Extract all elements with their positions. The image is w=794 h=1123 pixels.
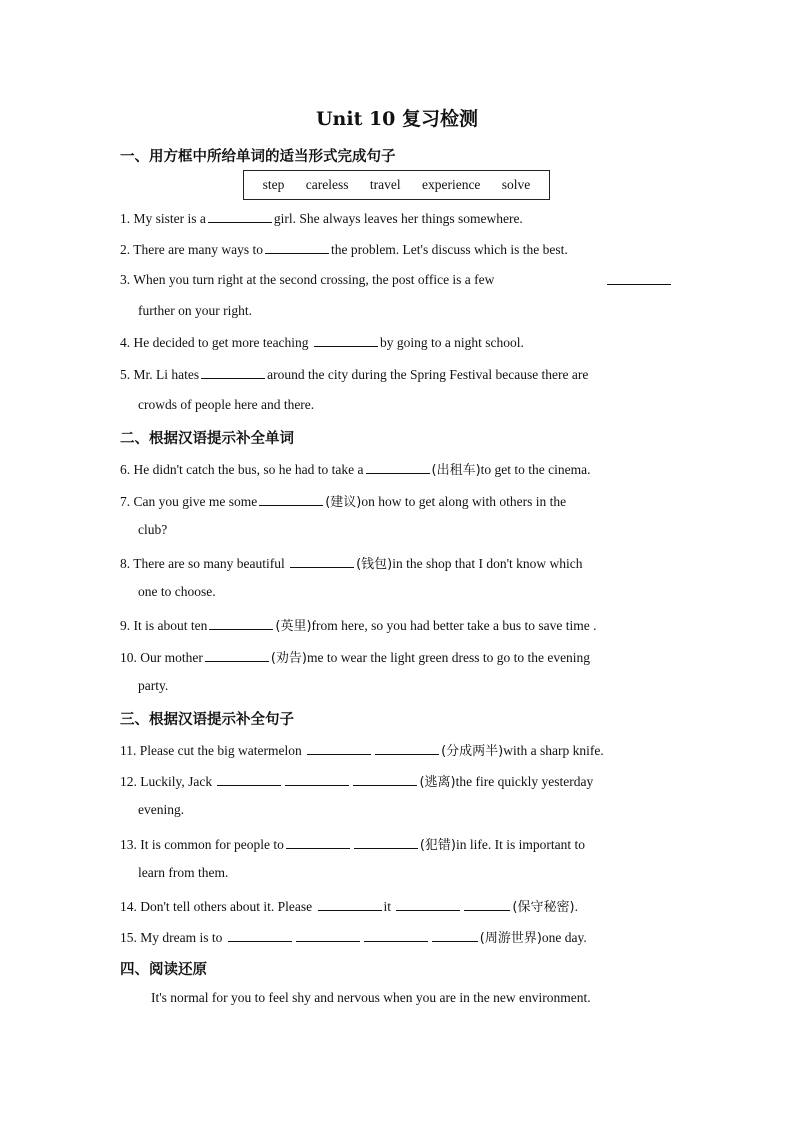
chinese-hint: (周游世界) [479, 931, 542, 946]
question-3: 3. When you turn right at the second crossing, the post office is a few [120, 272, 673, 288]
answer-blank[interactable] [366, 461, 430, 474]
question-1: 1. My sister is a girl. She always leaves her things somewhere. [120, 211, 523, 226]
chinese-hint: (建议) [325, 495, 362, 510]
page-title: Unit 10 复习检测 [315, 108, 479, 130]
chinese-hint: (劝告) [270, 651, 308, 666]
answer-blank[interactable] [209, 617, 273, 630]
reading-passage-line: It's normal for you to feel shy and nervous when you are in the new environment. [151, 990, 591, 1005]
question-12: 12. Luckily, Jack (逃离)the fire quickly yesterday [120, 774, 594, 790]
question-7-cont: club? [138, 522, 168, 537]
answer-blank[interactable] [318, 898, 382, 911]
question-10-cont: party. [138, 678, 169, 693]
question-6: 6. He didn't catch the bus, so he had to take a (出租车)to get to the cinema. [120, 462, 591, 478]
answer-blank[interactable] [228, 929, 292, 942]
question-3-cont: further on your right. [138, 303, 252, 318]
word-box-item: step [262, 177, 285, 192]
question-8: 8. There are so many beautiful (钱包)in the shop that I don't know which [120, 556, 583, 572]
answer-blank[interactable] [353, 773, 417, 786]
answer-blank[interactable] [296, 929, 360, 942]
question-11: 11. Please cut the big watermelon (分成两半)with a sharp knife. [120, 743, 604, 759]
word-box-item: experience [421, 177, 481, 192]
answer-blank[interactable] [396, 898, 460, 911]
answer-blank[interactable] [464, 898, 510, 911]
chinese-hint: (英里) [275, 619, 312, 634]
question-10: 10. Our mother (劝告)me to wear the light green dress to go to the evening [120, 650, 591, 666]
answer-blank[interactable] [607, 272, 671, 285]
question-9: 9. It is about ten (英里)from here, so you had better take a bus to save time . [120, 618, 597, 634]
word-box-item: careless [305, 177, 349, 192]
answer-blank[interactable] [354, 836, 418, 849]
word-box [243, 170, 550, 200]
section-heading-3: 三、根据汉语提示补全句子 [120, 712, 294, 728]
answer-blank[interactable] [314, 334, 378, 347]
answer-blank[interactable] [364, 929, 428, 942]
word-box-item: travel [369, 177, 401, 192]
answer-blank[interactable] [217, 773, 281, 786]
question-7: 7. Can you give me some (建议)on how to get along with others in the [120, 494, 567, 510]
answer-blank[interactable] [265, 241, 329, 254]
answer-blank[interactable] [259, 493, 323, 506]
chinese-hint: (钱包) [356, 557, 393, 572]
question-13: 13. It is common for people to (犯错)in life. It is important to [120, 837, 585, 853]
word-box-item: solve [501, 177, 531, 192]
answer-blank[interactable] [285, 773, 349, 786]
answer-blank[interactable] [201, 366, 265, 379]
section-heading-2: 二、根据汉语提示补全单词 [120, 431, 294, 447]
answer-blank[interactable] [290, 555, 354, 568]
question-2: 2. There are many ways to the problem. Let's discuss which is the best. [120, 242, 568, 257]
answer-blank[interactable] [375, 742, 439, 755]
question-13-cont: learn from them. [138, 865, 229, 880]
question-8-cont: one to choose. [138, 584, 216, 599]
chinese-hint: (出租车) [431, 463, 481, 478]
chinese-hint: (犯错) [419, 838, 457, 853]
section-heading-4: 四、阅读还原 [120, 962, 207, 978]
answer-blank[interactable] [205, 649, 269, 662]
question-5: 5. Mr. Li hates around the city during the Spring Festival because there are [120, 367, 589, 382]
chinese-hint: (分成两半) [441, 744, 504, 759]
answer-blank[interactable] [286, 836, 350, 849]
question-12-cont: evening. [138, 802, 185, 817]
section-heading-1: 一、用方框中所给单词的适当形式完成句子 [120, 149, 396, 165]
chinese-hint: (保守秘密) [512, 900, 575, 915]
question-5-cont: crowds of people here and there. [138, 397, 315, 412]
question-14: 14. Don't tell others about it. Please it (保守秘密). [120, 899, 578, 915]
question-15: 15. My dream is to (周游世界)one day. [120, 930, 587, 946]
answer-blank[interactable] [432, 929, 478, 942]
answer-blank[interactable] [307, 742, 371, 755]
answer-blank[interactable] [208, 210, 272, 223]
question-4: 4. He decided to get more teaching by going to a night school. [120, 335, 524, 350]
chinese-hint: (逃离) [419, 775, 456, 790]
